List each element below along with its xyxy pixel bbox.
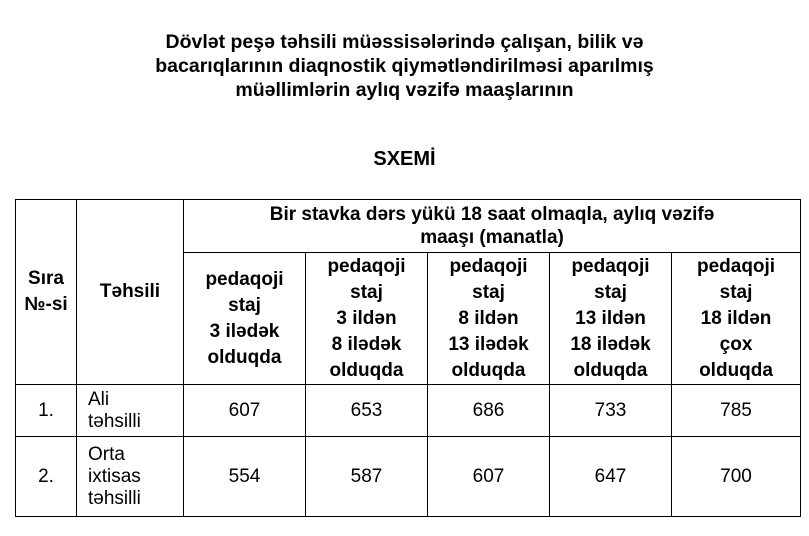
education-line: təhsilli <box>88 410 141 432</box>
header-sira <box>16 200 77 385</box>
row-education <box>77 437 184 517</box>
salary-cell: 686 <box>428 385 550 437</box>
title-line: müəllimlərin aylıq vəzifə maaşlarının <box>235 79 574 101</box>
salary-cell: 700 <box>672 437 801 517</box>
document-title <box>0 30 809 102</box>
stage-line: olduqda <box>699 359 773 381</box>
header-row-1 <box>16 200 801 253</box>
header-salary-line: maaşı (manatla) <box>420 227 564 248</box>
salary-cell: 733 <box>550 385 672 437</box>
header-stage-1 <box>184 253 306 385</box>
header-stage-4 <box>550 253 672 385</box>
stage-line: olduqda <box>329 359 404 381</box>
salary-cell: 587 <box>306 437 428 517</box>
header-stage-3 <box>428 253 550 385</box>
table-row <box>16 437 801 517</box>
education-line: Ali <box>88 388 110 410</box>
salary-cell: 653 <box>306 385 428 437</box>
title-line: Dövlət peşə təhsili müəssisələrində çalışan, bilik və <box>165 31 644 53</box>
stage-line: staj <box>228 294 261 316</box>
stage-line: 8 ilədək <box>331 333 402 355</box>
stage-line: pedaqoji <box>449 255 528 277</box>
row-education <box>77 385 184 437</box>
stage-line: staj <box>350 281 383 303</box>
title-line: bacarıqlarının diaqnostik qiymətləndirilməsi aparılmış <box>155 55 654 77</box>
stage-line: 13 ildən <box>575 307 646 329</box>
stage-line: 18 ildən <box>700 307 772 329</box>
stage-line: 8 ildən <box>458 307 519 329</box>
education-line: təhsilli <box>88 487 141 509</box>
stage-line: pedaqoji <box>327 255 406 277</box>
stage-line: staj <box>719 281 753 303</box>
table-row <box>16 385 801 437</box>
stage-line: pedaqoji <box>571 255 650 277</box>
header-sira-line: Sıra <box>28 268 64 289</box>
row-number: 2. <box>16 437 77 517</box>
stage-line: olduqda <box>573 359 648 381</box>
salary-cell: 607 <box>184 385 306 437</box>
salary-cell: 554 <box>184 437 306 517</box>
education-line: Orta <box>88 443 125 465</box>
stage-line: 3 ildən <box>336 307 397 329</box>
stage-line: staj <box>472 281 505 303</box>
document-subtitle: SXEMİ <box>373 148 436 170</box>
header-sira-line: №-si <box>24 294 68 315</box>
stage-line: pedaqoji <box>696 255 776 277</box>
header-salary-span <box>184 200 801 253</box>
salary-cell: 647 <box>550 437 672 517</box>
stage-line: 18 ilədək <box>570 333 651 355</box>
stage-line: staj <box>594 281 627 303</box>
header-tehsil: Təhsili <box>77 200 184 385</box>
header-stage-5 <box>672 253 801 385</box>
stage-line: pedaqoji <box>205 268 284 290</box>
salary-table <box>15 199 801 517</box>
salary-cell: 785 <box>672 385 801 437</box>
stage-line: 3 ilədək <box>209 320 280 342</box>
stage-line: olduqda <box>207 346 282 368</box>
stage-line: olduqda <box>451 359 526 381</box>
stage-line: 13 ilədək <box>448 333 529 355</box>
header-stage-2 <box>306 253 428 385</box>
header-salary-line: Bir stavka dərs yükü 18 saat olmaqla, aylıq vəzifə <box>269 204 715 225</box>
salary-cell: 607 <box>428 437 550 517</box>
education-line: ixtisas <box>88 465 141 487</box>
row-number: 1. <box>16 385 77 437</box>
stage-line: çox <box>719 333 753 355</box>
